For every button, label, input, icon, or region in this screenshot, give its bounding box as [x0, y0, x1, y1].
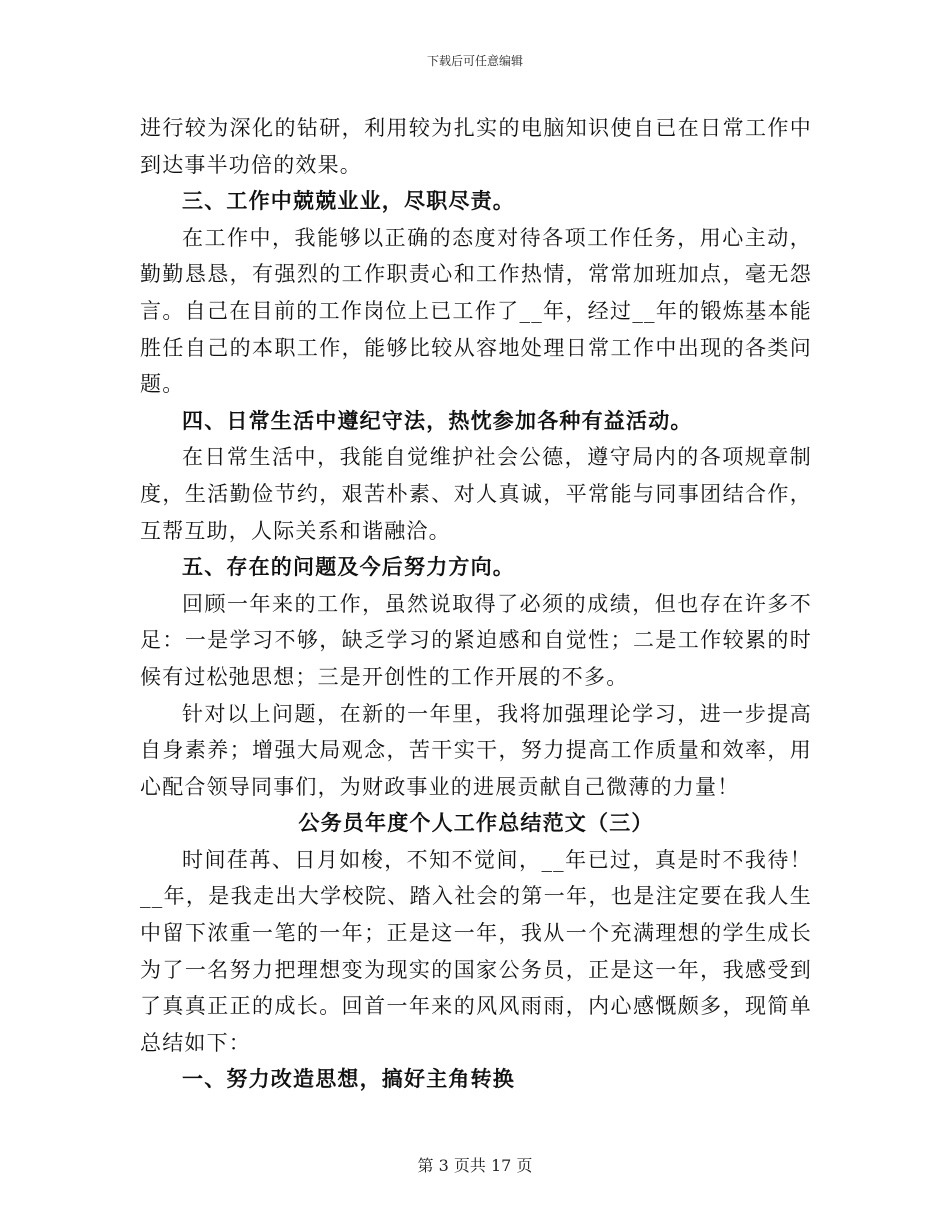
paragraph-problems: 回顾一年来的工作，虽然说取得了必须的成绩，但也存在许多不足：一是学习不够，缺乏学习的紧迫感和自觉性；二是工作较累的时候有过松弛思想；三是开创性的工作开展的不多。 — [140, 591, 812, 689]
section-heading-5: 五、存在的问题及今后努力方向。 — [182, 554, 515, 580]
paragraph-intro: 时间荏苒、日月如梭，不知不觉间，__年已过，真是时不我待！__年，是我走出大学校院、踏入社会的第一年，也是注定要在我人生中留下浓重一笔的一年；正是这一年，我从一个充满理想的学生成长为了一名努力把理想变为现实的国家公务员，正是这一年，我感受到了真真正正的成长。回首一年来的风风雨雨，内心感慨颇多，现简单总结如下： — [140, 847, 812, 1055]
paragraph-continued: 进行较为深化的钻研，利用较为扎实的电脑知识使自已在日常工作中到达事半功倍的效果。 — [140, 116, 812, 177]
header-note: 下载后可任意编辑 — [426, 54, 523, 68]
document-body — [140, 110, 812, 1098]
page-number: 第 3 页共 17 页 — [417, 1156, 533, 1175]
paragraph-work-attitude: 在工作中，我能够以正确的态度对待各项工作任务，用心主动，勤勤恳恳，有强烈的工作职责心和工作热情，常常加班加点，毫无怨言。自己在目前的工作岗位上已工作了__年，经过__年的锻炼基本能胜任自己的本职工作，能够比较从容地处理日常工作中出现的各类问题。 — [140, 225, 812, 397]
article-title: 公务员年度个人工作总结范文（三） — [298, 810, 654, 836]
section-heading-4: 四、日常生活中遵纪守法，热忱参加各种有益活动。 — [182, 407, 693, 433]
paragraph-direction: 针对以上问题，在新的一年里，我将加强理论学习，进一步提高自身素养；增强大局观念，苦干实干，努力提高工作质量和效率，用心配合领导同事们，为财政事业的进展贡献自己微薄的力量！ — [140, 701, 812, 799]
paragraph-daily-life: 在日常生活中，我能自觉维护社会公德，遵守局内的各项规章制度，生活勤俭节约，艰苦朴素、对人真诚，平常能与同事团结合作，互帮互助，人际关系和谐融洽。 — [140, 445, 812, 543]
section-heading-3: 三、工作中兢兢业业，尽职尽责。 — [182, 188, 515, 214]
section-heading-1: 一、努力改造思想，搞好主角转换 — [182, 1066, 515, 1092]
